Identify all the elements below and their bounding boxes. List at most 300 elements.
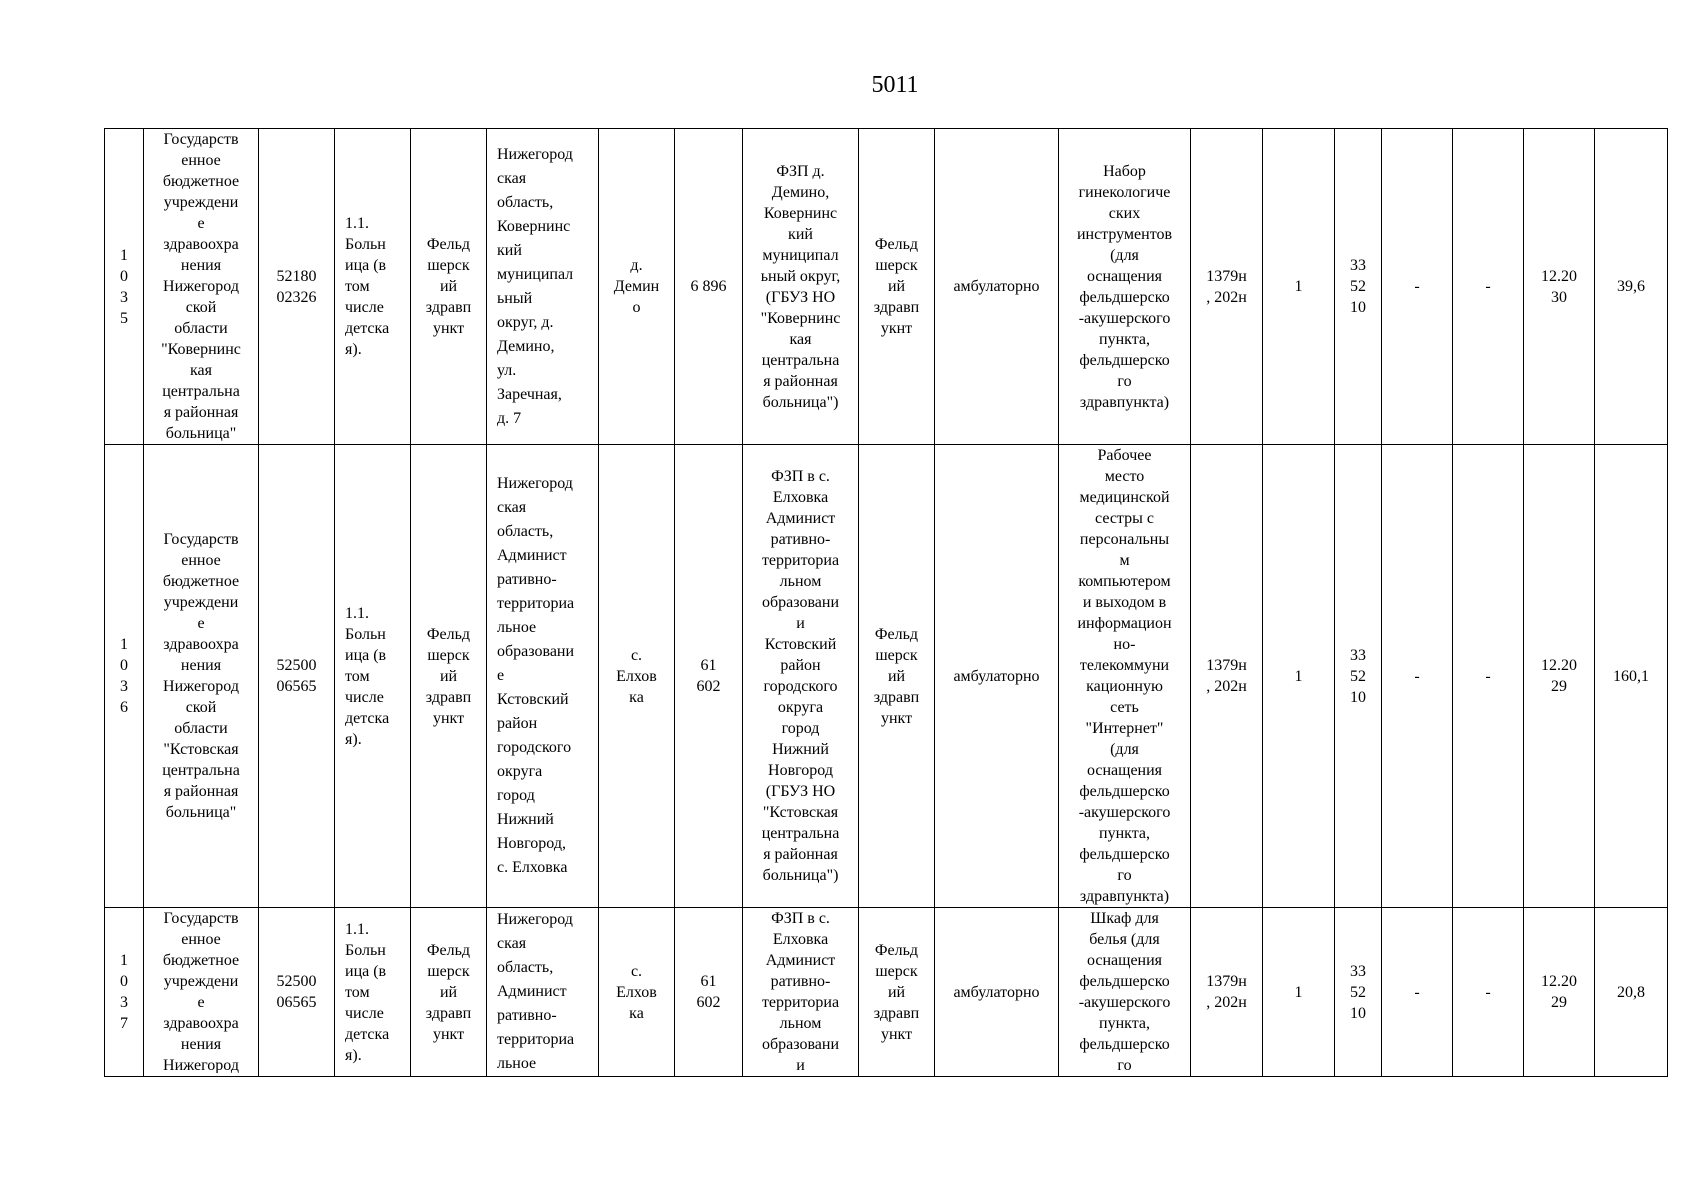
- cell-line: оснащения: [1086, 762, 1163, 779]
- cell-line: здравп: [873, 299, 920, 316]
- cell-line: пункта,: [1099, 1015, 1150, 1032]
- cell-line: 52: [1350, 278, 1366, 295]
- cell-line: город: [497, 787, 535, 804]
- cell-line: ий: [439, 667, 458, 685]
- cell-line: округа: [777, 699, 824, 716]
- cell-line: учреждени: [163, 594, 239, 611]
- cell-line: 61: [700, 657, 717, 674]
- cell-line: 12.20: [1541, 973, 1577, 990]
- cell-line: 39,6: [1617, 278, 1645, 295]
- cell-line: образовани: [497, 643, 575, 660]
- cell-line: е: [197, 994, 205, 1011]
- cell-line: ФЗП в с.: [771, 468, 830, 485]
- cell-line: 0: [120, 267, 128, 285]
- cell-line: 3: [120, 678, 128, 695]
- cell-line: детска: [345, 1025, 390, 1043]
- organization-cell: [144, 129, 259, 445]
- cell-line: (для: [1110, 741, 1139, 758]
- cell-line: Нижегород: [497, 145, 573, 163]
- cell-line: ул.: [497, 361, 517, 379]
- cell-line: муниципал: [762, 246, 839, 264]
- cell-line: 10: [1350, 299, 1366, 316]
- cell-line: здравп: [873, 688, 920, 706]
- cell-line: ий: [439, 278, 458, 295]
- cell-line: -: [1414, 667, 1420, 685]
- cell-line: -акушерского: [1078, 309, 1171, 327]
- cell-line: Елховка: [772, 489, 829, 506]
- cell-line: я районная: [163, 404, 239, 421]
- cell-line: 1379н: [1206, 267, 1247, 285]
- row-number-cell: [105, 129, 144, 445]
- cell-line: здравп: [425, 299, 472, 316]
- cell-line: 33: [1350, 962, 1366, 980]
- cell-line: больница"): [762, 393, 839, 411]
- cell-line: центральна: [761, 351, 840, 369]
- cell-line: учреждени: [163, 194, 239, 211]
- dash-cell: [1453, 445, 1524, 908]
- cell-line: Нижегород: [163, 278, 239, 295]
- cell-line: Нижний: [772, 741, 829, 758]
- cell-line: 0: [120, 657, 128, 674]
- cell-line: 6 896: [690, 278, 727, 295]
- table-row: [105, 129, 1668, 445]
- cell-line: территориа: [497, 1031, 575, 1048]
- cell-line: ская: [497, 935, 527, 952]
- cell-line: 1: [120, 952, 128, 969]
- population-cell: [675, 445, 743, 908]
- cell-line: ских: [1108, 204, 1141, 222]
- cell-line: здравоохра: [163, 1015, 239, 1032]
- cell-line: персональны: [1079, 531, 1170, 548]
- cell-line: 10: [1350, 688, 1366, 706]
- quantity-cell: [1263, 908, 1335, 1077]
- cell-line: белья (для: [1089, 931, 1160, 948]
- cell-line: том: [345, 667, 370, 685]
- cell-line: Фельд: [426, 236, 471, 253]
- cell-line: Нижегород: [163, 1057, 239, 1073]
- code-cell: [1335, 908, 1382, 1077]
- cell-line: нения: [180, 1036, 222, 1053]
- cell-line: ской: [185, 699, 217, 716]
- cell-line: 12.20: [1541, 267, 1577, 285]
- cell-line: ункт: [432, 709, 465, 727]
- cell-line: 1: [1294, 667, 1303, 685]
- cell-line: ий: [887, 983, 906, 1001]
- unit-name-cell: [743, 908, 859, 1077]
- facility-kind-cell: [335, 908, 411, 1077]
- unit-type-cell: [859, 129, 935, 445]
- cell-line: "Кстовская: [163, 741, 239, 758]
- quantity-cell: [1263, 129, 1335, 445]
- unit-type-cell: [859, 445, 935, 908]
- cell-line: Демино,: [497, 337, 555, 355]
- cell-line: район: [780, 657, 821, 674]
- cell-line: здравпункта): [1079, 393, 1170, 411]
- cell-line: здравоохра: [163, 636, 239, 653]
- cell-line: область,: [497, 959, 554, 976]
- cell-line: -: [1485, 983, 1491, 1001]
- care-form-cell: [935, 445, 1059, 908]
- cell-line: Нижегород: [163, 678, 239, 695]
- cell-line: с. Елховка: [497, 859, 568, 876]
- cell-line: 7: [120, 1015, 128, 1032]
- cell-line: 06565: [276, 994, 317, 1011]
- cell-line: пункта,: [1099, 330, 1150, 348]
- cell-line: информацион: [1077, 615, 1172, 632]
- cell-line: ской: [185, 299, 217, 316]
- dash-cell: [1382, 445, 1453, 908]
- cell-line: , 202н: [1206, 678, 1247, 695]
- cell-line: нения: [180, 257, 222, 274]
- cell-line: Новгород,: [497, 835, 566, 852]
- cell-line: фельдшерско: [1079, 1036, 1170, 1053]
- cell-line: ка: [629, 688, 644, 706]
- cell-line: Государств: [163, 131, 239, 148]
- cell-line: том: [345, 983, 370, 1001]
- cell-line: 52500: [276, 973, 317, 990]
- value-cell: [1595, 129, 1668, 445]
- cell-line: центральна: [162, 383, 240, 400]
- cell-line: шерск: [427, 962, 470, 980]
- cell-line: шерск: [875, 962, 918, 980]
- cell-line: (ГБУЗ НО: [765, 288, 836, 306]
- population-cell: [675, 129, 743, 445]
- cell-line: фельдшерско: [1079, 783, 1170, 800]
- cell-line: Демино,: [771, 183, 830, 201]
- cell-line: ий: [439, 983, 458, 1001]
- cell-line: Админист: [497, 547, 567, 564]
- cell-line: центральна: [162, 762, 240, 779]
- cell-line: Набор: [1103, 162, 1146, 180]
- cell-line: Фельд: [426, 625, 471, 643]
- cell-line: бюджетное: [162, 173, 240, 190]
- cell-line: пункта,: [1099, 825, 1150, 842]
- cell-line: кая: [190, 362, 212, 379]
- cell-line: здравп: [425, 1004, 472, 1022]
- cell-line: область,: [497, 193, 554, 211]
- cell-line: ративно-: [770, 531, 831, 548]
- cell-line: ская: [497, 499, 527, 516]
- cell-line: 602: [696, 678, 721, 695]
- date-cell: [1524, 129, 1595, 445]
- equipment-cell: [1059, 908, 1191, 1077]
- cell-line: нения: [180, 657, 222, 674]
- cell-line: образовани: [761, 1036, 840, 1053]
- cell-line: учреждени: [163, 973, 239, 990]
- cell-line: образовани: [761, 594, 840, 611]
- cell-line: Больн: [345, 625, 386, 643]
- cell-line: Рабочее: [1097, 447, 1152, 464]
- cell-line: оснащения: [1086, 952, 1163, 969]
- facility-type-cell: [411, 129, 487, 445]
- cell-line: Елхов: [616, 983, 657, 1001]
- cell-line: бюджетное: [162, 573, 240, 590]
- cell-line: ФЗП в с.: [771, 910, 830, 927]
- cell-line: фельдшерско: [1079, 351, 1170, 369]
- cell-line: Админист: [497, 983, 567, 1000]
- cell-line: амбулаторно: [953, 278, 1040, 295]
- cell-line: ункт: [880, 1025, 913, 1043]
- cell-line: 61: [700, 973, 717, 990]
- cell-line: 0: [120, 973, 128, 990]
- cell-line: ьный: [497, 289, 533, 307]
- cell-line: льное: [497, 1055, 537, 1072]
- cell-line: 1.1.: [345, 920, 369, 938]
- cell-line: городского: [497, 739, 572, 756]
- cell-line: Кстовский: [764, 636, 837, 653]
- cell-line: Ковернинс: [763, 204, 838, 222]
- cell-line: кий: [788, 225, 813, 243]
- cell-line: области: [174, 720, 228, 737]
- settlement-cell: [599, 129, 675, 445]
- care-form-cell: [935, 129, 1059, 445]
- dash-cell: [1453, 908, 1524, 1077]
- order-cell: [1191, 445, 1263, 908]
- cell-line: городского: [763, 678, 838, 695]
- cell-line: 30: [1551, 288, 1567, 306]
- organization-cell: [144, 908, 259, 1077]
- cell-line: 33: [1350, 646, 1366, 664]
- cell-line: Больн: [345, 236, 386, 253]
- cell-line: сестры с: [1095, 510, 1154, 527]
- inn-cell: [259, 445, 335, 908]
- cell-line: 1379н: [1206, 657, 1247, 674]
- cell-line: льном: [779, 573, 822, 590]
- cell-line: 6: [120, 699, 128, 716]
- cell-line: 3: [120, 288, 128, 306]
- cell-line: компьютером: [1078, 573, 1171, 590]
- cell-line: место: [1104, 468, 1145, 485]
- cell-line: (ГБУЗ НО: [765, 783, 836, 800]
- equipment-registry-table: [104, 128, 1668, 1077]
- row-number-cell: [105, 445, 144, 908]
- date-cell: [1524, 908, 1595, 1077]
- cell-line: 29: [1551, 994, 1567, 1011]
- value-cell: [1595, 908, 1668, 1077]
- facility-kind-cell: [335, 445, 411, 908]
- value-cell: [1595, 445, 1668, 908]
- equipment-cell: [1059, 129, 1191, 445]
- cell-line: бюджетное: [162, 952, 240, 969]
- cell-line: 02326: [276, 288, 317, 306]
- cell-line: ративно-: [770, 973, 831, 990]
- cell-line: ская: [497, 169, 527, 187]
- cell-line: шерск: [875, 257, 918, 274]
- dash-cell: [1453, 129, 1524, 445]
- cell-line: ица (в: [345, 646, 387, 664]
- cell-line: Государств: [163, 531, 239, 548]
- settlement-cell: [599, 908, 675, 1077]
- cell-line: инструментов: [1076, 225, 1173, 243]
- cell-line: , 202н: [1206, 994, 1247, 1011]
- cell-line: -: [1485, 667, 1491, 685]
- cell-line: я).: [345, 341, 362, 358]
- cell-line: льное: [497, 619, 537, 636]
- facility-type-cell: [411, 445, 487, 908]
- cell-line: Ковернинс: [497, 217, 571, 235]
- cell-line: Государств: [163, 910, 239, 927]
- cell-line: "Кстовская: [762, 804, 839, 821]
- cell-line: сеть: [1110, 699, 1139, 716]
- cell-line: область,: [497, 523, 554, 540]
- cell-line: -акушерского: [1078, 804, 1171, 821]
- cell-line: Заречная,: [497, 385, 562, 403]
- cell-line: фельдшерско: [1079, 846, 1170, 863]
- cell-line: территориа: [761, 552, 840, 569]
- cell-line: числе: [345, 1004, 384, 1022]
- cell-line: укнт: [880, 320, 913, 337]
- cell-line: территориа: [497, 595, 575, 612]
- cell-line: оснащения: [1086, 267, 1163, 285]
- cell-line: телекоммуни: [1079, 657, 1170, 674]
- cell-line: е: [197, 615, 205, 632]
- cell-line: Админист: [765, 510, 836, 527]
- cell-line: Шкаф для: [1090, 910, 1159, 927]
- cell-line: 1: [120, 246, 128, 264]
- cell-line: том: [345, 278, 370, 295]
- cell-line: числе: [345, 688, 384, 706]
- cell-line: но-: [1113, 636, 1136, 653]
- cell-line: город: [781, 720, 820, 737]
- cell-line: и выходом в: [1082, 594, 1167, 611]
- care-form-cell: [935, 908, 1059, 1077]
- cell-line: м: [1119, 552, 1130, 569]
- cell-line: больница": [165, 425, 237, 442]
- cell-line: шерск: [875, 646, 918, 664]
- cell-line: 160,1: [1613, 667, 1649, 685]
- cell-line: 5: [120, 309, 128, 327]
- cell-line: 3: [120, 994, 128, 1011]
- cell-line: с.: [630, 962, 643, 980]
- dash-cell: [1382, 908, 1453, 1077]
- cell-line: 1379н: [1206, 973, 1247, 990]
- cell-line: Елховка: [772, 931, 829, 948]
- page-number: 5011: [871, 72, 919, 98]
- cell-line: Фельд: [874, 941, 919, 959]
- cell-line: 52: [1350, 983, 1366, 1001]
- inn-cell: [259, 129, 335, 445]
- cell-line: ица (в: [345, 257, 387, 274]
- cell-line: амбулаторно: [953, 983, 1040, 1001]
- cell-line: о: [632, 299, 641, 316]
- cell-line: Больн: [345, 941, 386, 959]
- cell-line: -: [1414, 278, 1420, 295]
- cell-line: Админист: [765, 952, 836, 969]
- order-cell: [1191, 129, 1263, 445]
- cell-line: здравп: [425, 688, 472, 706]
- cell-line: Нижегород: [497, 911, 573, 928]
- cell-line: , 202н: [1206, 288, 1247, 306]
- cell-line: я районная: [163, 783, 239, 800]
- facility-type-cell: [411, 908, 487, 1077]
- cell-line: ий: [887, 667, 906, 685]
- cell-line: льном: [779, 1015, 822, 1032]
- cell-line: го: [1117, 372, 1132, 390]
- cell-line: здравоохра: [163, 236, 239, 253]
- inn-cell: [259, 908, 335, 1077]
- dash-cell: [1382, 129, 1453, 445]
- cell-line: 29: [1551, 678, 1567, 695]
- cell-line: енное: [181, 931, 221, 948]
- table-row: [105, 445, 1668, 908]
- cell-line: -: [1414, 983, 1420, 1001]
- cell-line: д. 7: [497, 409, 522, 427]
- cell-line: ункт: [432, 320, 465, 337]
- cell-line: я районная: [763, 372, 838, 390]
- cell-line: д.: [630, 257, 643, 274]
- cell-line: е: [197, 215, 205, 232]
- cell-line: енное: [181, 552, 221, 569]
- organization-cell: [144, 445, 259, 908]
- cell-line: 1: [1294, 983, 1303, 1001]
- cell-line: Фельд: [874, 625, 919, 643]
- cell-line: Кстовский: [497, 691, 569, 708]
- cell-line: "Интернет": [1085, 720, 1164, 737]
- cell-line: Фельд: [874, 236, 919, 253]
- unit-name-cell: [743, 129, 859, 445]
- cell-line: Нижегород: [497, 475, 573, 492]
- cell-line: 20,8: [1617, 983, 1645, 1001]
- cell-line: здравп: [873, 1004, 920, 1022]
- cell-line: го: [1117, 867, 1132, 884]
- facility-kind-cell: [335, 129, 411, 445]
- cell-line: муниципал: [497, 265, 574, 283]
- unit-name-cell: [743, 445, 859, 908]
- cell-line: (для: [1110, 246, 1139, 264]
- cell-line: район: [497, 715, 538, 732]
- cell-line: больница": [165, 804, 237, 821]
- cell-line: ункт: [432, 1025, 465, 1043]
- cell-line: 602: [696, 994, 721, 1011]
- cell-line: -акушерского: [1078, 994, 1171, 1011]
- row-number-cell: [105, 908, 144, 1077]
- cell-line: и: [796, 615, 805, 632]
- cell-line: 52180: [276, 267, 317, 285]
- cell-line: шерск: [427, 646, 470, 664]
- date-cell: [1524, 445, 1595, 908]
- population-cell: [675, 908, 743, 1077]
- table-row: [105, 908, 1668, 1077]
- cell-line: ка: [629, 1004, 644, 1022]
- cell-line: Фельд: [426, 941, 471, 959]
- cell-line: 52500: [276, 657, 317, 674]
- cell-line: ративно-: [497, 571, 557, 588]
- code-cell: [1335, 129, 1382, 445]
- order-cell: [1191, 908, 1263, 1077]
- cell-line: здравпункта): [1079, 888, 1170, 905]
- cell-line: Новгород: [768, 762, 833, 779]
- cell-line: больница"): [762, 867, 839, 884]
- cell-line: 10: [1350, 1004, 1366, 1022]
- cell-line: фельдшерско: [1079, 973, 1170, 990]
- cell-line: Демин: [613, 278, 660, 295]
- cell-line: шерск: [427, 257, 470, 274]
- cell-line: "Ковернинс: [760, 309, 841, 327]
- settlement-cell: [599, 445, 675, 908]
- cell-line: го: [1117, 1057, 1132, 1073]
- cell-line: медицинской: [1079, 489, 1170, 506]
- address-cell: [487, 129, 599, 445]
- address-cell: [487, 445, 599, 908]
- cell-line: ий: [887, 278, 906, 295]
- cell-line: кий: [497, 241, 522, 259]
- cell-line: амбулаторно: [953, 667, 1040, 685]
- cell-line: 12.20: [1541, 657, 1577, 674]
- cell-line: числе: [345, 299, 384, 316]
- cell-line: -: [1485, 278, 1491, 295]
- cell-line: ФЗП д.: [776, 162, 825, 180]
- cell-line: Елхов: [616, 667, 657, 685]
